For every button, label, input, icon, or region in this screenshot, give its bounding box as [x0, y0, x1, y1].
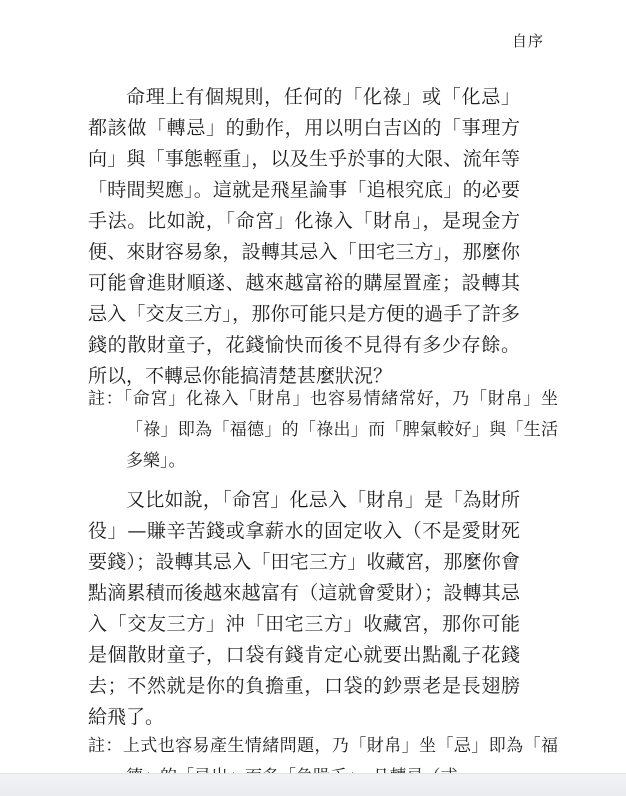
note-2: 註：上式也容易產生情緒問題，乃「財帛」坐「忌」即為「福 [88, 736, 558, 756]
viewer-bottom-bar [0, 773, 626, 796]
running-header: 自序 [511, 32, 544, 50]
paragraph-1: 命理上有個規則，任何的「化祿」或「化忌」都該做「轉忌」的動作，用以明白吉凶的「事理方向」與「事態輕重」，以及生乎於事的大限、流年等「時間契應」。這就是飛星論事「追根究底」的必要手法。比如說，「命宮」化祿入「財帛」，是現金方便、來財容易象，設轉其忌入「田宅三方」，那麼你可能會進財順遂、越來越富裕的購屋置產；設轉其忌入「交友三方」，那你可能只是方便的過手了許多錢的散財童子，花錢愉快而後不見得有多少存餘。所以，不轉忌你能搞清楚甚麼狀況？ [88, 86, 520, 387]
paragraph-2: 又比如說，「命宮」化忌入「財帛」是「為財所役」—賺辛苦錢或拿薪水的固定收入（不是愛財死要錢）；設轉其忌入「田宅三方」收藏宮，那麼你會點滴累積而後越來越富有（這就會愛財）；設轉其忌入「交友三方」沖「田宅三方」收藏宮，那你可能是個散財童子，口袋有錢肯定心就要出點亂子花錢去；不然就是你的負擔重，口袋的鈔票老是長翅膀給飛了。 [88, 489, 520, 728]
note-1: 註：「命宮」化祿入「財帛」也容易情緒常好，乃「財帛」坐「祿」即為「福德」的「祿出」而「脾氣較好」與「生活多樂」。 [88, 389, 558, 471]
